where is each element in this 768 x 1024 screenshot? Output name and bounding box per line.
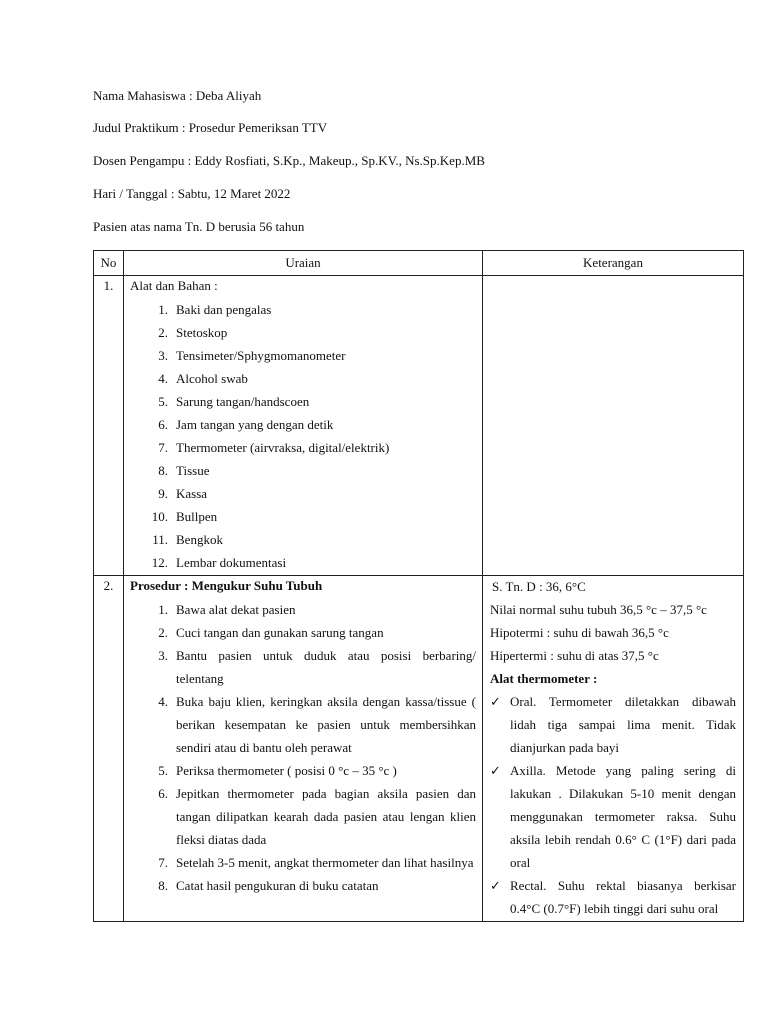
list-item: ✓ Rectal. Suhu rektal biasanya berkisar 0.4°C (0.7°F) lebih tinggi dari suhu oral: [490, 874, 736, 920]
date-line: Hari / Tanggal : Sabtu, 12 Maret 2022: [93, 186, 291, 201]
list-item: 7. Setelah 3-5 menit, angkat thermometer dan lihat hasilnya: [158, 855, 474, 870]
list-item: ✓ Axilla. Metode yang paling sering di lakukan . Dilakukan 5-10 menit dengan menggunakan termometer raksa. Suhu aksila lebih rendah 0.6° C (1°F) dari pada oral: [490, 759, 736, 874]
col-keterangan-header: Keterangan: [483, 251, 744, 276]
keterangan-cell: [483, 276, 744, 576]
list-item: 1. Baki dan pengalas: [158, 302, 272, 317]
thermometer-methods: [490, 690, 736, 920]
list-item: 5. Periksa thermometer ( posisi 0 °c – 35 °c ): [158, 763, 397, 778]
list-item: 2. Stetoskop: [158, 325, 228, 340]
col-uraian-header: Uraian: [124, 251, 483, 276]
list-item: 9. Kassa: [158, 486, 208, 501]
hypothermia-note: Hipotermi : suhu di bawah 36,5 °c: [490, 625, 669, 640]
thermometer-heading: Alat thermometer :: [490, 671, 598, 686]
measurement-result: S. Tn. D : 36, 6°C: [492, 579, 586, 594]
list-item: 3. Tensimeter/Sphygmomanometer: [158, 348, 346, 363]
table-row: [94, 276, 744, 576]
list-item: 1. Bawa alat dekat pasien: [158, 602, 296, 617]
list-item: 3. Bantu pasien untuk duduk atau posisi berbaring/ telentang: [158, 648, 476, 686]
row-number: 1.: [94, 276, 124, 576]
uraian-cell: [124, 576, 483, 922]
check-icon: ✓: [490, 763, 501, 778]
equipment-list: [124, 298, 482, 574]
procedure-steps: [124, 598, 482, 897]
normal-range: Nilai normal suhu tubuh 36,5 °c – 37,5 °c: [490, 602, 707, 617]
keterangan-cell: [483, 576, 744, 922]
row-heading: Alat dan Bahan :: [130, 278, 218, 293]
list-item: 6. Jam tangan yang dengan detik: [158, 417, 334, 432]
list-item: 8. Catat hasil pengukuran di buku catatan: [158, 878, 379, 893]
uraian-cell: [124, 276, 483, 576]
col-no-header: No: [94, 251, 124, 276]
list-item: 6. Jepitkan thermometer pada bagian aksila pasien dan tangan dilipatkan kearah dada pasien atau lengan klien fleksi diatas dada: [158, 786, 476, 847]
row-heading: Prosedur : Mengukur Suhu Tubuh: [130, 578, 323, 593]
student-name: Nama Mahasiswa : Deba Aliyah: [93, 88, 262, 103]
list-item: 12. Lembar dokumentasi: [151, 555, 287, 570]
table-row: [94, 576, 744, 922]
list-item: 7. Thermometer (airvraksa, digital/elektrik): [158, 440, 390, 455]
hyperthermia-note: Hipertermi : suhu di atas 37,5 °c: [490, 648, 659, 663]
lecturer: Dosen Pengampu : Eddy Rosfiati, S.Kp., Makeup., Sp.KV., Ns.Sp.Kep.MB: [93, 153, 485, 168]
list-item: 4. Alcohol swab: [158, 371, 248, 386]
list-item: 8. Tissue: [158, 463, 210, 478]
check-icon: ✓: [490, 694, 501, 709]
table-header-row: [94, 251, 744, 276]
row-number: 2.: [94, 576, 124, 922]
list-item: 10. Bullpen: [151, 509, 218, 524]
list-item: 5. Sarung tangan/handscoen: [158, 394, 310, 409]
list-item: ✓ Oral. Termometer diletakkan dibawah lidah tiga sampai lima menit. Tidak dianjurkan pada bayi: [490, 690, 736, 759]
practicum-title: Judul Praktikum : Prosedur Pemeriksan TTV: [93, 120, 328, 135]
list-item: 11. Bengkok: [152, 532, 223, 547]
patient-line: Pasien atas nama Tn. D berusia 56 tahun: [93, 219, 305, 234]
list-item: 4. Buka baju klien, keringkan aksila dengan kassa/tissue ( berikan kesempatan ke pasien untuk membersihkan sendiri atau di bantu oleh perawat: [158, 694, 476, 755]
procedure-table: [93, 250, 744, 922]
list-item: 2. Cuci tangan dan gunakan sarung tangan: [158, 625, 384, 640]
check-icon: ✓: [490, 878, 501, 893]
